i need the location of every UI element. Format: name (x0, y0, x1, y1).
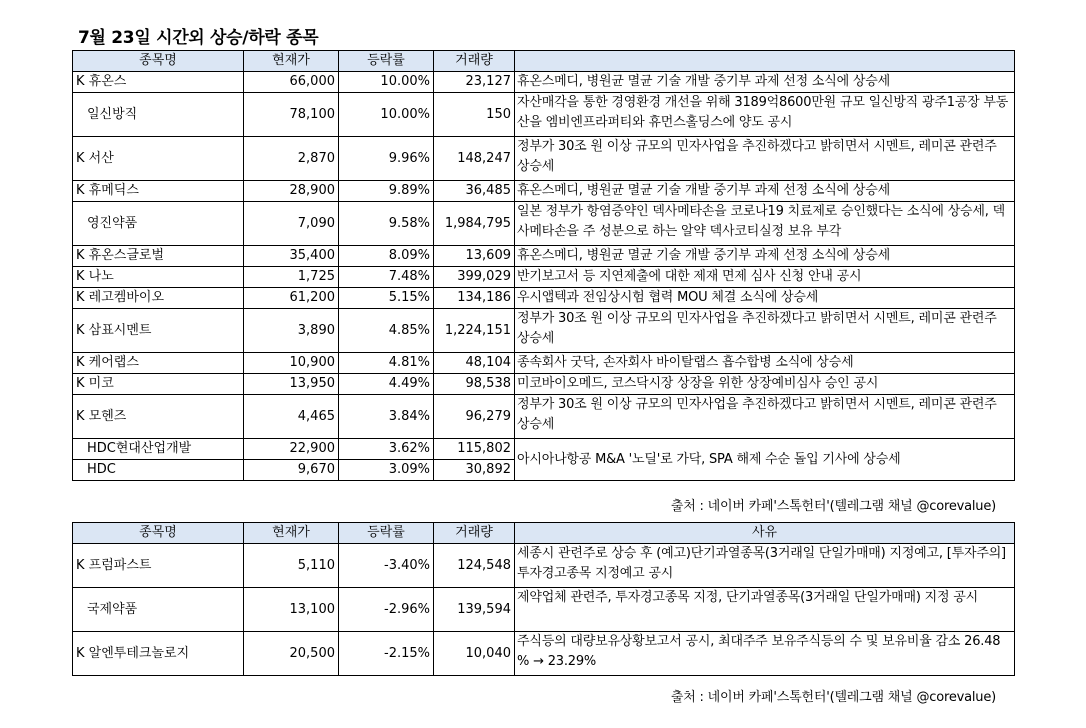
stock-name: HDC (73, 460, 244, 481)
stock-rate: -2.15% (339, 632, 434, 676)
col-header-name: 종목명 (73, 523, 244, 544)
stock-volume: 23,127 (434, 72, 515, 93)
source-note: 출처 : 네이버 카페'스톡헌터'(텔레그램 채널 @corevalue) (670, 499, 996, 514)
table-row (73, 181, 1015, 202)
stock-name: K 미코 (73, 374, 244, 395)
stock-reason: 미코바이오메드, 코스닥시장 상장을 위한 상장예비심사 승인 공시 (515, 374, 1015, 395)
table-header-row (73, 523, 1015, 544)
col-header-reason (515, 51, 1015, 72)
stock-rate: 3.84% (339, 395, 434, 439)
stock-rate: 5.15% (339, 288, 434, 309)
stock-reason: 휴온스메디, 병원균 멸균 기술 개발 중기부 과제 선정 소식에 상승세 (515, 181, 1015, 202)
stock-price: 78,100 (244, 93, 339, 137)
col-header-volume: 거래량 (434, 51, 515, 72)
stock-price: 10,900 (244, 353, 339, 374)
col-header-volume: 거래량 (434, 523, 515, 544)
table-row (73, 632, 1015, 676)
stock-name: K 알엔투테크놀로지 (73, 632, 244, 676)
table-row (73, 93, 1015, 137)
stock-name: K 나노 (73, 267, 244, 288)
table-row (73, 395, 1015, 439)
table-row (73, 72, 1015, 93)
stock-name: HDC현대산업개발 (73, 439, 244, 460)
stock-rate: -2.96% (339, 588, 434, 632)
stock-rate: 10.00% (339, 72, 434, 93)
stock-rate: 7.48% (339, 267, 434, 288)
stock-price: 13,950 (244, 374, 339, 395)
source-note: 출처 : 네이버 카페'스톡헌터'(텔레그램 채널 @corevalue) (670, 690, 996, 705)
table-row (73, 309, 1015, 353)
table-row (73, 137, 1015, 181)
stock-name: K 휴온스 (73, 72, 244, 93)
col-header-name: 종목명 (73, 51, 244, 72)
stock-reason: 우시앱텍과 전임상시험 협력 MOU 체결 소식에 상승세 (515, 288, 1015, 309)
down-stocks-table (72, 522, 1015, 676)
stock-name: K 프럼파스트 (73, 544, 244, 588)
stock-reason: 휴온스메디, 병원균 멸균 기술 개발 중기부 과제 선정 소식에 상승세 (515, 72, 1015, 93)
table-row (73, 267, 1015, 288)
stock-rate: 9.58% (339, 202, 434, 246)
col-header-price: 현재가 (244, 523, 339, 544)
table-row (73, 288, 1015, 309)
stock-rate: 9.96% (339, 137, 434, 181)
stock-name: K 휴메딕스 (73, 181, 244, 202)
stock-price: 9,670 (244, 460, 339, 481)
stock-rate: 4.49% (339, 374, 434, 395)
stock-volume: 399,029 (434, 267, 515, 288)
stock-rate: 9.89% (339, 181, 434, 202)
stock-reason: 아시아나항공 M&A '노딜'로 가닥, SPA 해제 수순 돌입 기사에 상승세 (515, 439, 1015, 481)
stock-price: 35,400 (244, 246, 339, 267)
stock-volume: 36,485 (434, 181, 515, 202)
stock-volume: 115,802 (434, 439, 515, 460)
stock-reason: 정부가 30조 원 이상 규모의 민자사업을 추진하겠다고 밝히면서 시멘트, 레미콘 관련주 상승세 (515, 395, 1015, 439)
stock-volume: 1,224,151 (434, 309, 515, 353)
stock-volume: 13,609 (434, 246, 515, 267)
table-row (73, 374, 1015, 395)
stock-volume: 10,040 (434, 632, 515, 676)
stock-volume: 124,548 (434, 544, 515, 588)
stock-name: K 서산 (73, 137, 244, 181)
stock-name: K 삼표시멘트 (73, 309, 244, 353)
stock-reason: 종속회사 굿닥, 손자회사 바이탈랩스 흡수합병 소식에 상승세 (515, 353, 1015, 374)
stock-volume: 48,104 (434, 353, 515, 374)
stock-volume: 30,892 (434, 460, 515, 481)
stock-rate: 3.09% (339, 460, 434, 481)
table-row (73, 544, 1015, 588)
table-header-row (73, 51, 1015, 72)
stock-volume: 148,247 (434, 137, 515, 181)
stock-reason: 정부가 30조 원 이상 규모의 민자사업을 추진하겠다고 밝히면서 시멘트, 레미콘 관련주 상승세 (515, 137, 1015, 181)
stock-rate: 8.09% (339, 246, 434, 267)
stock-reason: 정부가 30조 원 이상 규모의 민자사업을 추진하겠다고 밝히면서 시멘트, 레미콘 관련주 상승세 (515, 309, 1015, 353)
stock-price: 4,465 (244, 395, 339, 439)
stock-volume: 1,984,795 (434, 202, 515, 246)
stock-reason: 세종시 관련주로 상승 후 (예고)단기과열종목(3거래일 단일가매매) 지정예고, [투자주의]투자경고종목 지정예고 공시 (515, 544, 1015, 588)
table-row (73, 353, 1015, 374)
stock-rate: 10.00% (339, 93, 434, 137)
stock-volume: 150 (434, 93, 515, 137)
stock-price: 1,725 (244, 267, 339, 288)
table-row (73, 588, 1015, 632)
stock-rate: 4.81% (339, 353, 434, 374)
stock-price: 66,000 (244, 72, 339, 93)
stock-reason: 자산매각을 통한 경영환경 개선을 위해 3189억8600만원 규모 일신방직 광주1공장 부동산을 엠비엔프라퍼티와 휴먼스홀딩스에 양도 공시 (515, 93, 1015, 137)
stock-rate: 4.85% (339, 309, 434, 353)
stock-name: 국제약품 (73, 588, 244, 632)
table-row (73, 246, 1015, 267)
stock-reason: 제약업체 관련주, 투자경고종목 지정, 단기과열종목(3거래일 단일가매매) 지정 공시 (515, 588, 1015, 632)
stock-price: 13,100 (244, 588, 339, 632)
up-stocks-table (72, 50, 1015, 481)
table-row (73, 202, 1015, 246)
col-header-reason: 사유 (515, 523, 1015, 544)
stock-reason: 일본 정부가 항염증약인 덱사메타손을 코로나19 치료제로 승인했다는 소식에 상승세, 덱사메타손을 주 성분으로 하는 알약 덱사코티실정 보유 부각 (515, 202, 1015, 246)
stock-reason: 휴온스메디, 병원균 멸균 기술 개발 중기부 과제 선정 소식에 상승세 (515, 246, 1015, 267)
stock-name: K 레고켐바이오 (73, 288, 244, 309)
stock-rate: -3.40% (339, 544, 434, 588)
col-header-price: 현재가 (244, 51, 339, 72)
stock-price: 5,110 (244, 544, 339, 588)
stock-price: 7,090 (244, 202, 339, 246)
stock-name: K 케어랩스 (73, 353, 244, 374)
stock-price: 28,900 (244, 181, 339, 202)
stock-name: 영진약품 (73, 202, 244, 246)
stock-volume: 96,279 (434, 395, 515, 439)
stock-volume: 139,594 (434, 588, 515, 632)
stock-volume: 134,186 (434, 288, 515, 309)
stock-name: 일신방직 (73, 93, 244, 137)
stock-volume: 98,538 (434, 374, 515, 395)
stock-rate: 3.62% (339, 439, 434, 460)
stock-name: K 모헨즈 (73, 395, 244, 439)
stock-reason: 반기보고서 등 지연제출에 대한 제재 면제 심사 신청 안내 공시 (515, 267, 1015, 288)
stock-name: K 휴온스글로벌 (73, 246, 244, 267)
stock-price: 22,900 (244, 439, 339, 460)
table-row (73, 439, 1015, 460)
stock-price: 2,870 (244, 137, 339, 181)
stock-price: 61,200 (244, 288, 339, 309)
col-header-rate: 등락률 (339, 51, 434, 72)
stock-reason: 주식등의 대량보유상황보고서 공시, 최대주주 보유주식등의 수 및 보유비율 감소 26.48 % → 23.29% (515, 632, 1015, 676)
stock-price: 20,500 (244, 632, 339, 676)
stock-price: 3,890 (244, 309, 339, 353)
page-title: 7월 23일 시간외 상승/하락 종목 (78, 28, 319, 48)
col-header-rate: 등락률 (339, 523, 434, 544)
